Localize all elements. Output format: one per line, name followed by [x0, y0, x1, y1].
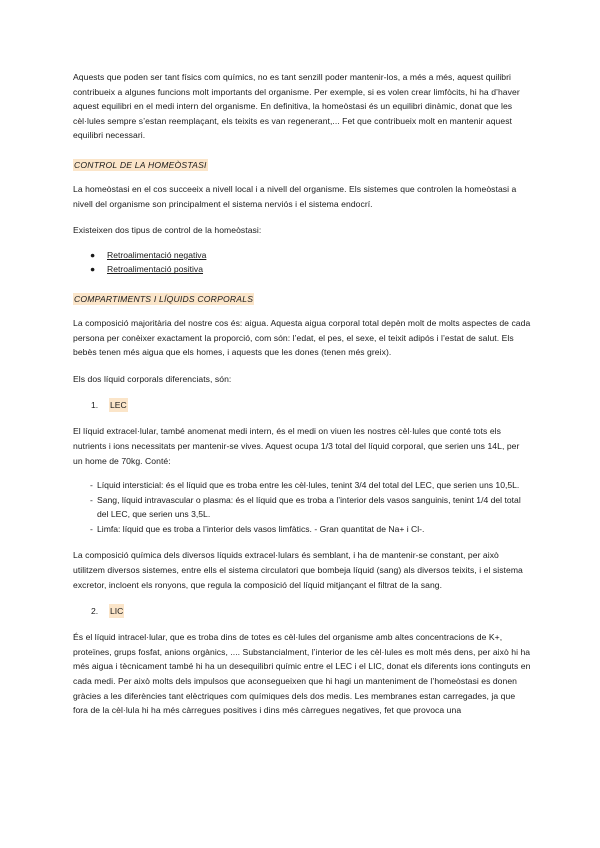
- subheading-number: 1.: [91, 400, 99, 411]
- compartiments-paragraph-2: Els dos líquid corporals diferenciats, són:: [73, 373, 232, 384]
- list-item: [73, 493, 531, 522]
- subheading-lec: [91, 398, 531, 412]
- lic-paragraph-1: És el líquid intracel·lular, que es troba dins de totes es cèl·lules del organisme amb altes concentracions de K+, proteïnes, grups fosfat, anions orgànics, .... Substancialment, l’interior de les cèl·lules es molt més dens, per això hi ha més aigua i tècnicament també hi ha un desequilibri químic entre el LEC i el LIC, donat els diferents ions continguts en cada medi. Per això molts dels impulsos que aconsegueixen que hi hagi un manteniment de l’homeòstasi es donen gràcies a les diferències tant elèctriques com químiques dels dos medis. Les membranes estan carregades, ja que fora de la cèl·lula hi ha més càrregues positives i dins més càrregues negatives, fet que provoca una: [73, 632, 531, 716]
- subheading-number: 2.: [91, 606, 99, 617]
- list-item-text: Líquid intersticial: és el líquid que es troba entre les cèl·lules, tenint 3/4 del total del LEC, que serien uns 10,5L.: [97, 480, 520, 491]
- subheading-lic: [91, 604, 531, 618]
- dash-bullet: -: [90, 480, 93, 491]
- subheading-label: LIC: [110, 606, 124, 617]
- section-heading-compartiments: COMPARTIMENTS I LÍQUIDS CORPORALS: [74, 293, 254, 304]
- bullet-icon: ●: [90, 249, 96, 260]
- subheading-label: LEC: [110, 400, 127, 411]
- control-types-list: [73, 248, 531, 277]
- lec-components-list: [73, 478, 531, 536]
- bullet-icon: ●: [90, 264, 96, 275]
- list-item: [73, 262, 531, 277]
- compartiments-paragraph-1: La composició majoritària del nostre cos és: aigua. Aquesta aigua corporal total depèn molt de molts aspectes de cada persona per conèixer exactament la proporció, com són: l’edat, el pes, el sexe, el teixit adipós i l’estat de salut. Els bebès tenen més aigua que els homes, i aquests que les dones (tenen més greix).: [73, 317, 531, 358]
- dash-bullet: -: [90, 494, 93, 505]
- section-heading-homeostasi: CONTROL DE LA HOMEÒSTASI: [74, 159, 207, 170]
- list-item-text: Limfa: líquid que es troba a l’interior dels vasos limfàtics. - Gran quantitat de Na+ i Cl-.: [97, 523, 425, 534]
- homeostasi-paragraph-1: La homeòstasi en el cos succeeix a nivell local i a nivell del organisme. Els sistemes que controlen la homeòstasi a nivell del organisme son principalment el sistema nerviós i el sistema endocrí.: [73, 183, 517, 209]
- homeostasi-paragraph-2: Existeixen dos tipus de control de la homeòstasi:: [73, 225, 262, 236]
- list-item-label: Retroalimentació positiva: [107, 264, 204, 275]
- lec-paragraph-2: La composició química dels diversos líquids extracel·lulars és semblant, i ha de mantenir-se constant, per això utilitzem diversos sistemes, entre ells el sistema circulatori que bombeja líquid (sang) als diversos teixits, i el sistema excretor, incloent els ronyons, que regula la composició del líquid mitjançant el filtrat de la sang.: [73, 550, 523, 590]
- list-item-label: Retroalimentació negativa: [107, 249, 207, 260]
- list-item: [73, 478, 531, 493]
- intro-paragraph: Aquests que poden ser tant físics com químics, no es tant senzill poder mantenir-los, a més a més, aquest quilibri contribueix a algunes funcions molt importants del organisme. Per exemple, si es volen crear limfòcits, hi ha d’haver aquest equilibri en el medi intern del organisme. En definitiva, la homeòstasi és un equilibri dinàmic, donat que les cèl·lules sempre s’estan reemplaçant, els teixits es van regenerant,... Fet que contribueix molt en mantenir aquest equilibri necessari.: [73, 72, 520, 141]
- list-item: [73, 248, 531, 263]
- list-item-text: Sang, líquid intravascular o plasma: és el líquid que es troba a l’interior dels vasos sanguinis, tenint 1/4 del total del LEC, que serien uns 3,5L.: [97, 494, 521, 520]
- list-item: [73, 522, 531, 537]
- document-body: [73, 70, 531, 718]
- dash-bullet: -: [90, 523, 93, 534]
- lec-paragraph-1: El líquid extracel·lular, també anomenat medi intern, és el medi on viuen les nostres cèl·lules que conté tots els nutrients i ions necessitats per mantenir-se vives. Aquest ocupa 1/3 total del líquid corporal, que serien uns 14L, per un home de 70kg. Conté:: [73, 426, 520, 466]
